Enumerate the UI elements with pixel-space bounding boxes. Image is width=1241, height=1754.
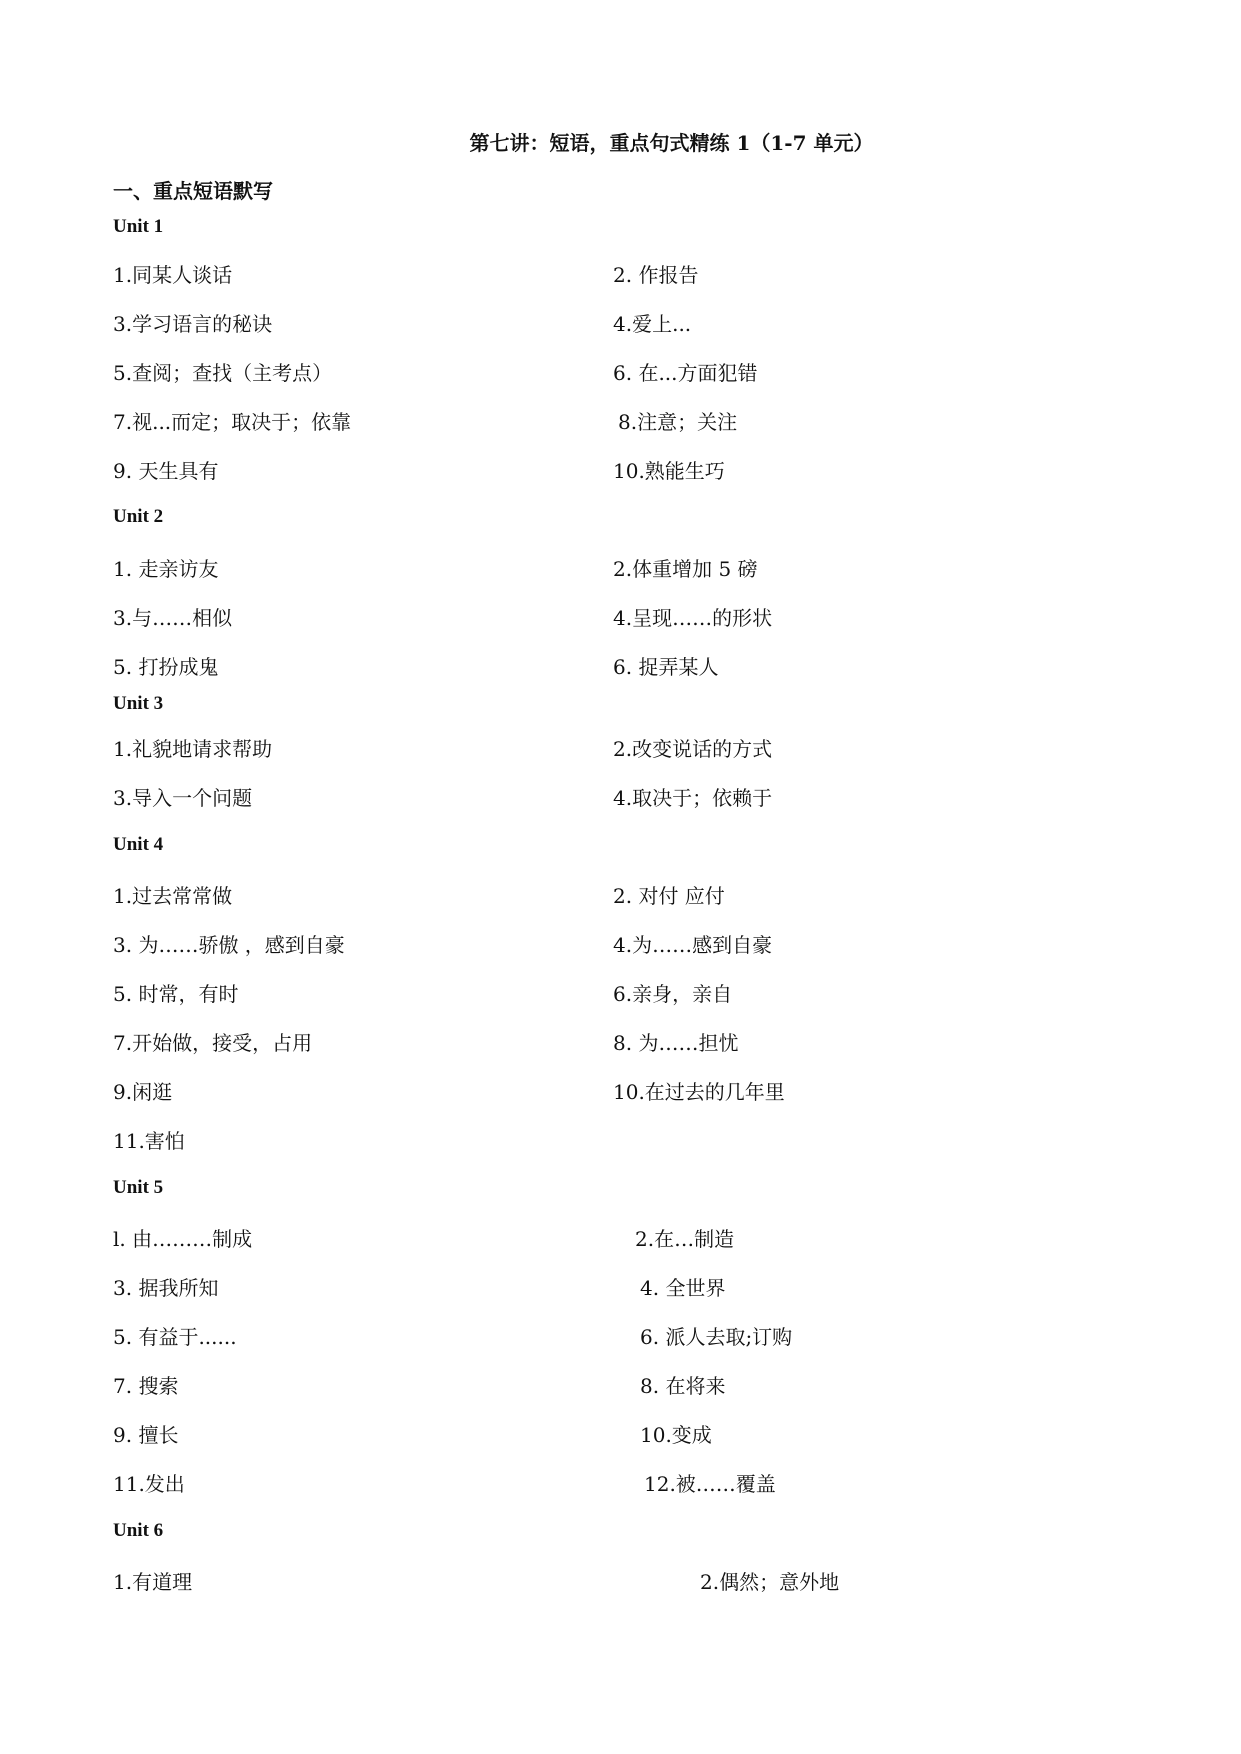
phrase-item: 5. 有益于...... — [113, 1325, 237, 1349]
phrase-item: 3.导入一个问题 — [113, 786, 253, 810]
phrase-item: 6.亲身，亲自 — [613, 982, 733, 1006]
unit-heading: Unit 6 — [113, 1520, 164, 1541]
phrase-item: 3.学习语言的秘诀 — [113, 312, 273, 336]
phrase-item: 7.开始做，接受，占用 — [113, 1031, 313, 1055]
phrase-item: 3. 据我所知 — [113, 1276, 219, 1300]
unit-heading: Unit 1 — [113, 216, 164, 237]
phrase-item: 4.爱上... — [613, 312, 692, 336]
phrase-item: 9.闲逛 — [113, 1080, 173, 1104]
phrase-item: 1.过去常常做 — [113, 884, 233, 908]
phrase-item: 10.变成 — [640, 1423, 712, 1447]
phrase-item: 4.取决于；依赖于 — [613, 786, 773, 810]
phrase-row — [0, 1272, 1241, 1300]
phrase-row — [0, 1370, 1241, 1398]
page-title: 第七讲：短语，重点句式精练 1（1-7 单元） — [469, 131, 874, 155]
phrase-item: 10.熟能生巧 — [613, 459, 725, 483]
phrase-item: l. 由………制成 — [113, 1227, 253, 1251]
phrase-item: 9. 擅长 — [113, 1423, 179, 1447]
phrase-item: 5.查阅；查找（主考点） — [113, 361, 333, 385]
phrase-row — [0, 1027, 1241, 1055]
phrase-row — [0, 1566, 1241, 1594]
phrase-item: 11.发出 — [113, 1472, 185, 1496]
phrase-item: 1. 走亲访友 — [113, 557, 219, 581]
phrase-item: 5. 打扮成鬼 — [113, 655, 219, 679]
phrase-row — [0, 357, 1241, 385]
section-heading: 一、重点短语默写 — [113, 179, 273, 203]
phrase-item: 2. 作报告 — [613, 263, 699, 287]
phrase-item: 7.视...而定；取决于；依靠 — [113, 410, 352, 434]
phrase-row — [0, 308, 1241, 336]
phrase-item: 3.与……相似 — [113, 606, 233, 630]
phrase-row — [0, 978, 1241, 1006]
phrase-row — [0, 1076, 1241, 1104]
phrase-row — [0, 553, 1241, 581]
phrase-row — [0, 1419, 1241, 1447]
phrase-item: 2.在…制造 — [635, 1227, 735, 1251]
phrase-row — [0, 406, 1241, 434]
unit-heading: Unit 5 — [113, 1177, 164, 1198]
phrase-item: 2.偶然；意外地 — [700, 1570, 840, 1594]
phrase-item: 6. 派人去取;订购 — [640, 1325, 793, 1349]
phrase-item: 6. 捉弄某人 — [613, 655, 719, 679]
phrase-item: 3. 为……骄傲 ，感到自豪 — [113, 933, 345, 957]
unit-heading: Unit 2 — [113, 506, 164, 527]
phrase-row — [0, 1321, 1241, 1349]
phrase-row — [0, 1125, 1241, 1153]
phrase-row — [0, 929, 1241, 957]
phrase-item: 2.改变说话的方式 — [613, 737, 773, 761]
phrase-row — [0, 782, 1241, 810]
phrase-item: 4.呈现……的形状 — [613, 606, 773, 630]
unit-heading: Unit 3 — [113, 693, 164, 714]
phrase-item: 11.害怕 — [113, 1129, 185, 1153]
phrase-item: 1.有道理 — [113, 1570, 193, 1594]
phrase-row — [0, 1468, 1241, 1496]
unit-heading: Unit 4 — [113, 834, 164, 855]
phrase-item: 5. 时常，有时 — [113, 982, 239, 1006]
phrase-row — [0, 880, 1241, 908]
phrase-item: 4.为……感到自豪 — [613, 933, 773, 957]
phrase-item: 8. 为……担忧 — [613, 1031, 739, 1055]
phrase-row — [0, 1223, 1241, 1251]
phrase-item: 1.同某人谈话 — [113, 263, 233, 287]
phrase-row — [0, 733, 1241, 761]
phrase-item: 8. 在将来 — [640, 1374, 726, 1398]
phrase-item: 1.礼貌地请求帮助 — [113, 737, 273, 761]
phrase-item: 7. 搜索 — [113, 1374, 179, 1398]
phrase-row — [0, 455, 1241, 483]
phrase-item: 9. 天生具有 — [113, 459, 219, 483]
phrase-item: 12.被……覆盖 — [644, 1472, 776, 1496]
phrase-item: 2. 对付 应付 — [613, 884, 725, 908]
phrase-item: 2.体重增加 5 磅 — [613, 557, 758, 581]
phrase-item: 4. 全世界 — [640, 1276, 726, 1300]
phrase-item: 10.在过去的几年里 — [613, 1080, 785, 1104]
phrase-row — [0, 259, 1241, 287]
phrase-item: 6. 在...方面犯错 — [613, 361, 758, 385]
phrase-item: 8.注意；关注 — [618, 410, 738, 434]
phrase-row — [0, 602, 1241, 630]
phrase-row — [0, 651, 1241, 679]
